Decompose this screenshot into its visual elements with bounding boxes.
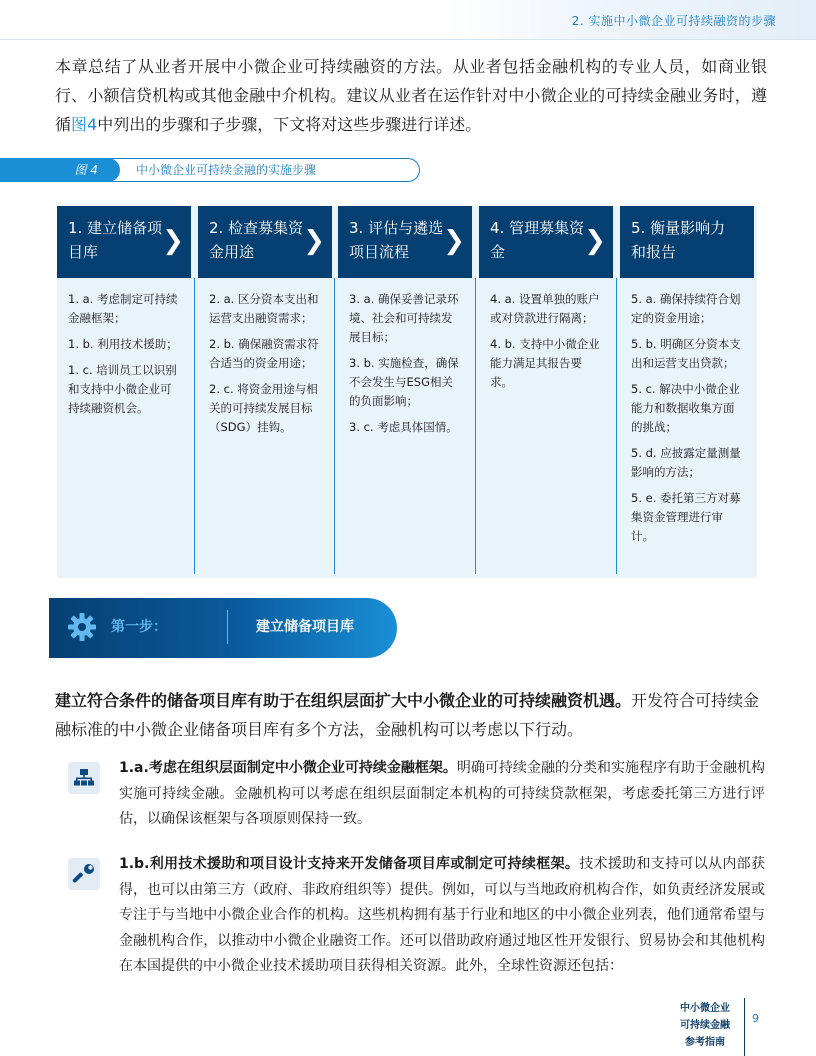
step-item: 4. a. 设置单独的账户或对贷款进行隔离；: [490, 292, 600, 325]
footer-brand: [666, 1000, 744, 1051]
page-footer: [652, 998, 782, 1056]
step-header: [338, 206, 472, 278]
figure-link[interactable]: 图4: [71, 115, 98, 134]
step-title: 4. 管理募集资金: [490, 219, 585, 261]
figure-title: 中小微企业可持续金融的实施步骤: [136, 163, 317, 177]
step-title: 1. 建立储备项目库: [68, 219, 163, 261]
subitem-text: 技术援助和支持可以从内部获得，也可以由第三方（政府、非政府组织等）提供。例如，可以与当地政府机构合作，如负责经济发展或专注于与当地中小微企业合作的机构。这些机构拥有基于行业和地区的中小微企业列表，他们通常希望与金融机构合作，以推动中小微企业融资工作。还可以借助政府通过地区性开发银行、贸易协会和其他机构在本国提供的中小微企业技术援助项目获得相关资源。此外，全球性资源还包括：: [119, 856, 765, 974]
chevron-right-icon: ❯: [303, 226, 325, 256]
step-item: 1. c. 培训员工以识别和支持中小微企业可持续融资机会。: [68, 363, 177, 415]
step-title: 5. 衡量影响力和报告: [631, 219, 726, 261]
page-number: 9: [752, 1012, 759, 1025]
step-title: 2. 检查募集资金用途: [209, 219, 304, 261]
figure-caption-bar: [0, 158, 420, 184]
intro-text-1: 本章总结了从业者开展中小微企业可持续融资的方法。从业者包括金融机构的专业人员，如商业银行、小额信贷机构或其他金融中介机构。建议从业者在运作针对中小微企业的可持续金融业务时，遵循: [55, 57, 767, 134]
step-title: 3. 评估与遴选项目流程: [349, 219, 444, 261]
step-column-4: [479, 206, 613, 399]
intro-text-2: 中列出的步骤和子步骤，下文将对这些步骤进行详述。: [97, 115, 482, 134]
chevron-right-icon: ❯: [162, 226, 184, 256]
step-header: [57, 206, 191, 278]
column-divider: [194, 278, 195, 574]
step-item: 2. c. 将资金用途与相关的可持续发展目标（SDG）挂钩。: [209, 382, 318, 434]
footer-brand-line: 中小微企业: [680, 1003, 730, 1014]
column-divider: [334, 278, 335, 574]
step-name: 建立储备项目库: [256, 619, 354, 635]
step-one-banner: [49, 598, 397, 658]
step-header: [198, 206, 332, 278]
subitem-1b: [119, 852, 765, 980]
steps-diagram: [57, 206, 757, 578]
intro-paragraph: [55, 52, 767, 139]
lead-bold: 建立符合条件的储备项目库有助于在组织层面扩大中小微企业的可持续融资机遇。: [55, 691, 632, 710]
step-item: 5. d. 应披露定量测量影响的方法；: [631, 446, 741, 479]
subitem-title: 1.b.利用技术援助和项目设计支持来开发储备项目库或制定可持续框架。: [119, 856, 580, 872]
running-header: 2. 实施中小微企业可持续融资的步骤: [571, 14, 776, 28]
step-item: 1. b. 利用技术援助；: [68, 337, 178, 351]
header-rule: [0, 39, 816, 40]
chevron-right-icon: ❯: [584, 226, 606, 256]
step-item: 2. b. 确保融资需求符合适当的资金用途；: [209, 337, 319, 370]
column-divider: [475, 278, 476, 574]
step-item: 3. a. 确保妥善记录环境、社会和可持续发展目标；: [349, 292, 459, 344]
step-item: 5. a. 确保持续符合划定的资金用途；: [631, 292, 741, 325]
step-item: 3. c. 考虑具体国情。: [349, 420, 458, 434]
footer-brand-line: 可持续金融: [680, 1020, 730, 1031]
step-column-1: [57, 206, 191, 425]
step-item: 3. b. 实施检查，确保不会发生与ESG相关的负面影响；: [349, 356, 459, 408]
column-divider: [616, 278, 617, 574]
step-item: 5. b. 明确区分资本支出和运营支出贷款；: [631, 337, 741, 370]
step-item: 2. a. 区分资本支出和运营支出融资需求；: [209, 292, 319, 325]
banner-divider: [227, 610, 228, 644]
subitem-1a: [119, 756, 765, 833]
gear-icon: [67, 612, 97, 642]
wrench-icon: [68, 858, 100, 890]
subitem-text: 明确可持续金融的分类和实施程序有助于金融机构实施可持续金融。金融机构可以考虑在组织层面制定本机构的可持续贷款框架，考虑委托第三方进行评估，以确保该框架与各项原则保持一致。: [119, 760, 766, 827]
step-item: 5. c. 解决中小微企业能力和数据收集方面的挑战；: [631, 382, 740, 434]
step-label: 第一步：: [111, 619, 167, 635]
step-column-3: [338, 206, 472, 444]
figure-tag: 图 4: [0, 158, 120, 182]
subitem-title: 1.a.考虑在组织层面制定中小微企业可持续金融框架。: [119, 760, 457, 776]
hierarchy-icon: [68, 762, 100, 794]
step-item: 5. e. 委托第三方对募集资金管理进行审计。: [631, 491, 741, 543]
step-column-2: [198, 206, 332, 444]
step-header: [620, 206, 754, 278]
step-item: 1. a. 考虑制定可持续金融框架；: [68, 292, 178, 325]
footer-divider: [744, 998, 745, 1056]
lead-paragraph: [55, 686, 767, 744]
step-column-5: [620, 206, 754, 553]
chevron-right-icon: ❯: [443, 226, 465, 256]
lead-text: 开发符合可持续金融标准的中小微企业储备项目库有多个方法，金融机构可以考虑以下行动。: [55, 691, 760, 739]
step-item: 4. b. 支持中小微企业能力满足其报告要求。: [490, 337, 600, 389]
step-header: [479, 206, 613, 278]
footer-brand-line: 参考指南: [685, 1037, 725, 1048]
